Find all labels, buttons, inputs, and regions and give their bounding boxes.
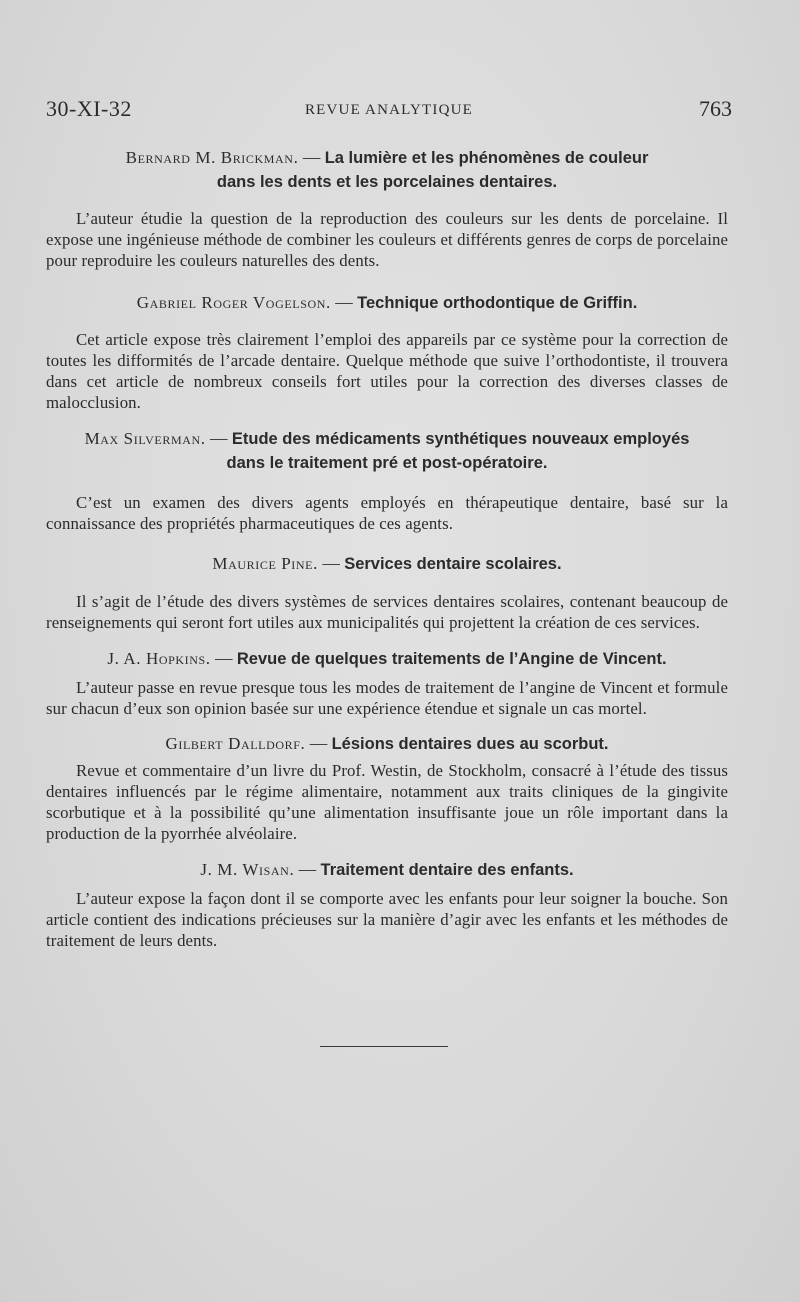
article-title: Technique orthodontique de Griffin.: [357, 294, 638, 312]
article-summary: Revue et commentaire d’un livre du Prof. Westin, de Stockholm, consacré à l’étude des tissus dentaires influencés par le régime alimentaire, notamment aux traits cliniques de la gingivite scorbutique et à la possibilité qu’une alimentation insuffisante joue un rôle important dans la production de la pyorrhée alvéolaire.: [46, 761, 728, 843]
article-title: Revue de quelques traitements de l’Angine de Vincent.: [236, 650, 667, 668]
article-heading-continuation: [46, 170, 728, 194]
article-author: J. M. Wisan.: [200, 860, 295, 879]
heading-dash: —: [294, 859, 321, 879]
article-entry: [46, 647, 728, 719]
article-heading: [46, 427, 728, 451]
article-title-continued: dans le traitement pré et post-opératoire.: [226, 454, 548, 472]
article-heading: [46, 146, 728, 170]
heading-dash: —: [330, 292, 358, 312]
article-author: Bernard M. Brickman.: [125, 148, 299, 167]
end-rule-divider: [320, 1046, 448, 1047]
article-entry: [46, 146, 728, 271]
article-author: Gilbert Dalldorf.: [165, 734, 306, 753]
article-summary: L’auteur passe en revue presque tous les modes de traitement de l’angine de Vincent et formule sur chacun d’eux son opinion basée sur une expérience étendue et signale un cas mortel.: [46, 678, 728, 718]
article-heading: [46, 291, 728, 315]
article-entry: [46, 552, 728, 633]
article-title: Traitement dentaire des enfants.: [320, 861, 574, 879]
article-author: Maurice Pine.: [212, 554, 318, 573]
article-summary: C’est un examen des divers agents employés en thérapeutique dentaire, basé sur la connaissance des propriétés pharmaceutiques de ces agents.: [46, 493, 728, 533]
article-entry: [46, 427, 728, 534]
heading-dash: —: [317, 553, 345, 573]
article-summary: L’auteur expose la façon dont il se comporte avec les enfants pour leur soigner la bouche. Son article contient des indications précieuses sur la manière d’agir avec les enfants et les méthodes de traitement de leurs dents.: [46, 889, 728, 950]
article-heading-continuation: [46, 451, 728, 475]
issue-date: 30-XI-32: [46, 96, 132, 121]
article-entry: [46, 732, 728, 844]
heading-dash: —: [210, 648, 237, 668]
article-summary: Cet article expose très clairement l’emploi des appareils par ce système pour la correction de toutes les difformités de l’arcade dentaire. Quelque méthode que suive l’orthodontiste, il trouvera dans cet article de nombreux conseils fort utiles pour la correction des diverses classes de malocclusion.: [46, 330, 728, 412]
article-author: Gabriel Roger Vogelson.: [136, 293, 331, 312]
article-title: Lésions dentaires dues au scorbut.: [331, 735, 609, 753]
article-summary: Il s’agit de l’étude des divers systèmes de services dentaires scolaires, contenant beaucoup de renseignements qui seront fort utiles aux municipalités qui projettent la création de ces services.: [46, 592, 728, 632]
article-heading: [46, 552, 728, 576]
article-title-continued: dans les dents et les porcelaines dentaires.: [216, 173, 558, 191]
article-author: Max Silverman.: [84, 429, 206, 448]
article-heading: [46, 647, 728, 671]
page-number: 763: [699, 96, 732, 121]
journal-title: REVUE ANALYTIQUE: [304, 102, 474, 118]
heading-dash: —: [305, 733, 332, 753]
article-title: La lumière et les phénomènes de couleur: [324, 149, 649, 167]
article-list: [46, 146, 728, 951]
article-summary: L’auteur étudie la question de la reproduction des couleurs sur les dents de porcelaine. Il expose une ingénieuse méthode de combiner les couleurs et différents genres de corps de porcelaine pour reproduire les couleurs naturelles des dents.: [46, 209, 728, 270]
heading-dash: —: [205, 428, 232, 448]
article-entry: [46, 291, 728, 413]
running-header: [46, 96, 732, 126]
heading-dash: —: [298, 147, 325, 167]
article-heading: [46, 732, 728, 756]
article-author: J. A. Hopkins.: [107, 649, 211, 668]
article-heading: [46, 858, 728, 882]
article-title: Etude des médicaments synthétiques nouveaux employés: [231, 430, 690, 448]
article-entry: [46, 858, 728, 951]
article-title: Services dentaire scolaires.: [344, 555, 562, 573]
